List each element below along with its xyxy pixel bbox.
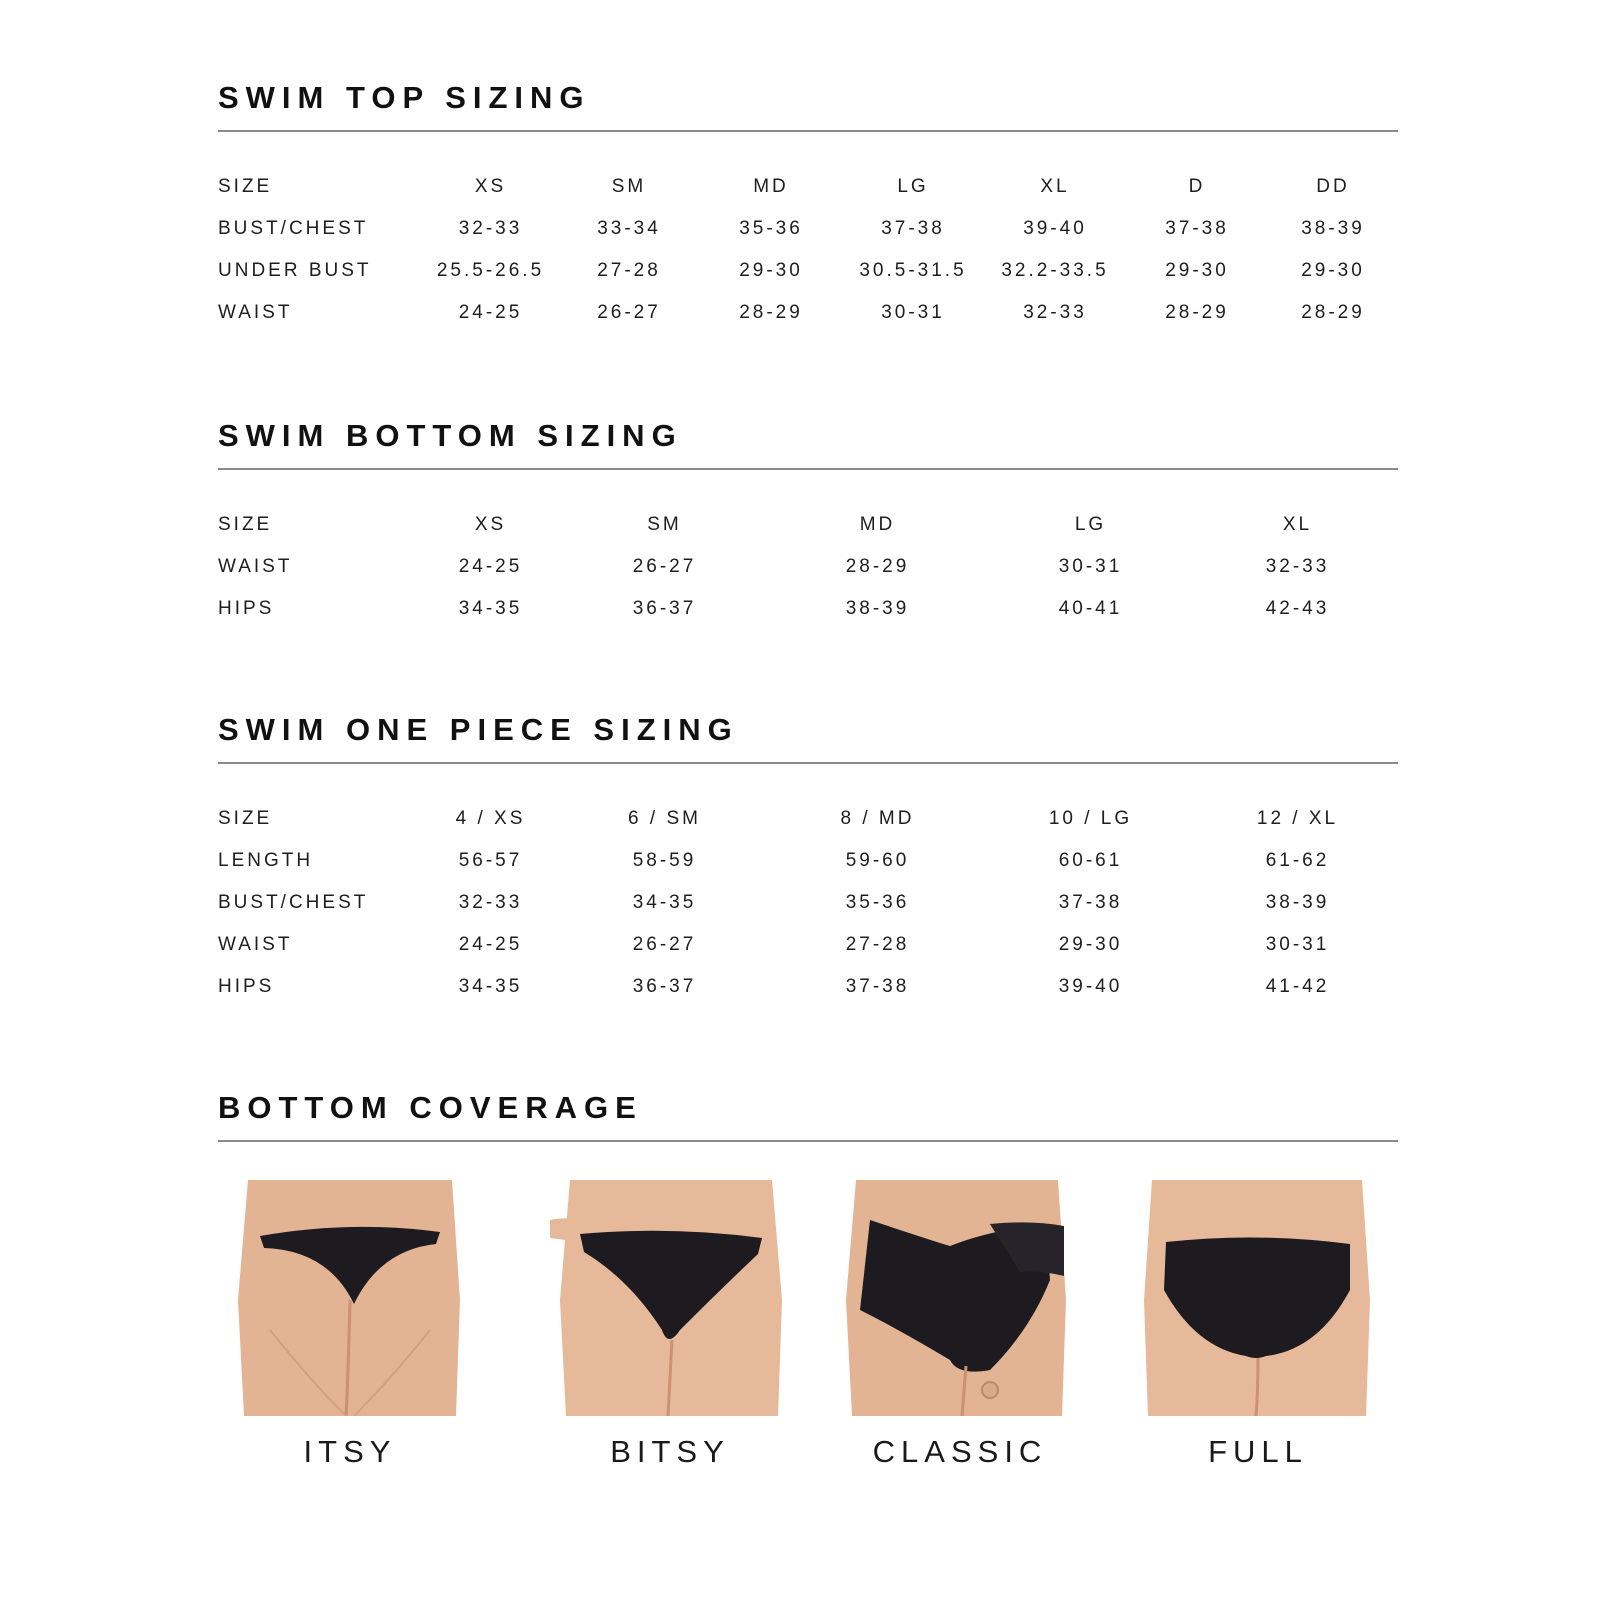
measure-cell: 26-27	[632, 556, 697, 577]
size-cell: SM	[647, 514, 682, 535]
measure-cell: 32-33	[1265, 556, 1330, 577]
swim-top-section	[218, 80, 1398, 334]
measure-cell: 26-27	[597, 302, 661, 323]
measure-cell: 29-30	[1165, 260, 1229, 281]
table-row	[218, 924, 1398, 966]
size-cell: 6 / SM	[628, 808, 701, 829]
measure-cell: 39-40	[1023, 218, 1087, 239]
size-cell: MD	[859, 514, 896, 535]
coverage-item-full	[1138, 1180, 1378, 1470]
size-cell: LG	[1074, 514, 1107, 535]
table-row	[218, 588, 1398, 630]
measure-cell: 34-35	[458, 976, 523, 997]
measure-cell: 36-37	[632, 976, 697, 997]
row-label: HIPS	[218, 598, 275, 619]
measure-cell: 36-37	[632, 598, 697, 619]
measure-cell: 37-38	[1058, 892, 1123, 913]
measure-cell: 24-25	[458, 302, 523, 323]
section-divider	[218, 130, 1398, 132]
measure-cell: 32-33	[1023, 302, 1087, 323]
row-label: BUST/CHEST	[218, 892, 369, 913]
table-row	[218, 966, 1398, 1008]
measure-cell: 28-29	[739, 302, 803, 323]
swim-bottom-title: SWIM BOTTOM SIZING	[218, 418, 683, 453]
measure-cell: 29-30	[1301, 260, 1365, 281]
row-label: SIZE	[218, 514, 273, 535]
itsy-bikini-photo	[230, 1180, 470, 1416]
section-divider	[218, 762, 1398, 764]
coverage-gallery	[218, 1180, 1398, 1480]
measure-cell: 60-61	[1058, 850, 1123, 871]
swim-top-title: SWIM TOP SIZING	[218, 80, 591, 115]
measure-cell: 33-34	[597, 218, 661, 239]
measure-cell: 32.2-33.5	[1001, 260, 1109, 281]
measure-cell: 41-42	[1265, 976, 1330, 997]
full-bikini-photo	[1138, 1180, 1378, 1416]
measure-cell: 27-28	[597, 260, 661, 281]
row-label: SIZE	[218, 176, 273, 197]
size-cell: DD	[1316, 176, 1350, 197]
coverage-item-itsy	[230, 1180, 470, 1470]
measure-cell: 61-62	[1265, 850, 1330, 871]
bottom-coverage-title: BOTTOM COVERAGE	[218, 1090, 643, 1125]
size-cell: XS	[474, 514, 507, 535]
swim-one-piece-title: SWIM ONE PIECE SIZING	[218, 712, 739, 747]
size-cell: XL	[1040, 176, 1070, 197]
measure-cell: 37-38	[1165, 218, 1229, 239]
bitsy-bikini-photo	[550, 1180, 790, 1416]
coverage-item-bitsy	[550, 1180, 790, 1470]
classic-bikini-photo	[840, 1180, 1080, 1416]
swim-bottom-section	[218, 418, 1398, 630]
row-label: WAIST	[218, 302, 293, 323]
measure-cell: 56-57	[458, 850, 523, 871]
measure-cell: 24-25	[458, 934, 523, 955]
size-cell: 8 / MD	[840, 808, 915, 829]
measure-cell: 28-29	[1301, 302, 1365, 323]
measure-cell: 29-30	[1058, 934, 1123, 955]
measure-cell: 32-33	[458, 218, 523, 239]
measure-cell: 32-33	[458, 892, 523, 913]
swim-one-piece-section	[218, 712, 1398, 1008]
swim-one-piece-table	[218, 798, 1398, 1008]
table-row	[218, 250, 1398, 292]
measure-cell: 24-25	[458, 556, 523, 577]
coverage-item-classic	[840, 1180, 1080, 1470]
size-cell: 4 / XS	[455, 808, 526, 829]
size-cell: 12 / XL	[1256, 808, 1339, 829]
measure-cell: 30-31	[1265, 934, 1330, 955]
size-cell: LG	[897, 176, 929, 197]
measure-cell: 59-60	[845, 850, 910, 871]
swim-bottom-table	[218, 504, 1398, 630]
measure-cell: 30.5-31.5	[859, 260, 967, 281]
table-row	[218, 208, 1398, 250]
size-cell: XL	[1282, 514, 1313, 535]
measure-cell: 29-30	[739, 260, 803, 281]
measure-cell: 28-29	[845, 556, 910, 577]
row-label: LENGTH	[218, 850, 314, 871]
bottom-coverage-section	[218, 1090, 1398, 1142]
size-cell: 10 / LG	[1048, 808, 1133, 829]
coverage-label: ITSY	[303, 1434, 397, 1469]
table-row	[218, 504, 1398, 546]
measure-cell: 28-29	[1165, 302, 1229, 323]
measure-cell: 38-39	[845, 598, 910, 619]
table-row	[218, 840, 1398, 882]
row-label: HIPS	[218, 976, 275, 997]
measure-cell: 42-43	[1265, 598, 1330, 619]
measure-cell: 27-28	[845, 934, 910, 955]
table-row	[218, 546, 1398, 588]
row-label: SIZE	[218, 808, 273, 829]
measure-cell: 30-31	[881, 302, 945, 323]
measure-cell: 35-36	[739, 218, 803, 239]
table-row	[218, 292, 1398, 334]
measure-cell: 39-40	[1058, 976, 1123, 997]
coverage-label: BITSY	[610, 1434, 730, 1469]
measure-cell: 30-31	[1058, 556, 1123, 577]
measure-cell: 40-41	[1058, 598, 1123, 619]
size-cell: MD	[753, 176, 789, 197]
table-row	[218, 166, 1398, 208]
measure-cell: 38-39	[1265, 892, 1330, 913]
swim-top-table	[218, 166, 1398, 334]
measure-cell: 25.5-26.5	[436, 260, 545, 281]
measure-cell: 37-38	[845, 976, 910, 997]
table-row	[218, 798, 1398, 840]
row-label: WAIST	[218, 934, 293, 955]
section-divider	[218, 1140, 1398, 1142]
measure-cell: 37-38	[881, 218, 945, 239]
row-label: WAIST	[218, 556, 293, 577]
row-label: UNDER BUST	[218, 260, 372, 281]
coverage-label: CLASSIC	[872, 1434, 1048, 1469]
measure-cell: 34-35	[632, 892, 697, 913]
size-cell: D	[1188, 176, 1206, 197]
measure-cell: 38-39	[1301, 218, 1365, 239]
measure-cell: 26-27	[632, 934, 697, 955]
measure-cell: 35-36	[845, 892, 910, 913]
measure-cell: 34-35	[458, 598, 523, 619]
size-cell: XS	[474, 176, 507, 197]
size-cell: SM	[611, 176, 647, 197]
table-row	[218, 882, 1398, 924]
coverage-label: FULL	[1208, 1434, 1308, 1469]
row-label: BUST/CHEST	[218, 218, 369, 239]
measure-cell: 58-59	[632, 850, 697, 871]
section-divider	[218, 468, 1398, 470]
